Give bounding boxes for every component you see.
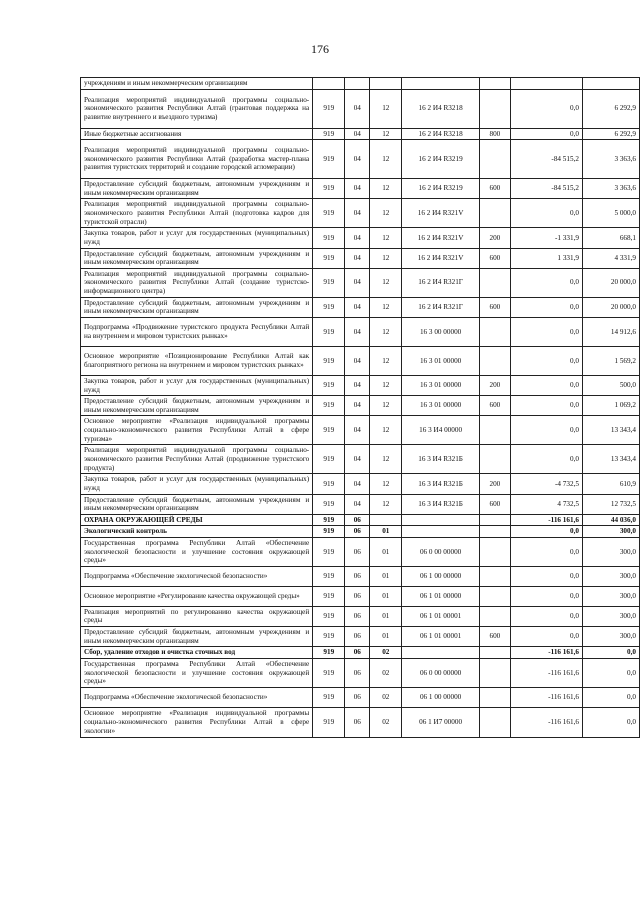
cell-csr: 06 1 01 00001 <box>402 606 479 626</box>
page-number: 176 <box>311 42 329 56</box>
cell-name: Государственная программа Республики Алтай «Обеспечение экологической безопасности и улучшение состояния окружающей среды» <box>81 537 313 566</box>
cell-vr <box>479 78 510 90</box>
cell-gr: 919 <box>313 707 345 737</box>
cell-name: Основное мероприятие «Реализация индивидуальной программы социально-экономического развития Республики Алтай в сфере туризма» <box>81 416 313 445</box>
cell-gr: 919 <box>313 586 345 606</box>
cell-sum-change: 0,0 <box>510 317 582 346</box>
cell-vr <box>479 658 510 687</box>
cell-sum-change: 0,0 <box>510 268 582 297</box>
cell-gr <box>313 78 345 90</box>
cell-csr: 16 3 01 00000 <box>402 375 479 395</box>
cell-name: Реализация мероприятий индивидуальной программы социально-экономического развития Республики Алтай (подготовка кадров для туристской отрасли) <box>81 199 313 228</box>
cell-gr: 919 <box>313 494 345 514</box>
cell-gr: 919 <box>313 317 345 346</box>
cell-sum-total: 1 069,2 <box>582 396 639 416</box>
cell-vr <box>479 707 510 737</box>
cell-csr: 06 1 01 00001 <box>402 627 479 647</box>
cell-name: Сбор, удаление отходов и очистка сточных вод <box>81 647 313 659</box>
cell-rz: 06 <box>345 606 370 626</box>
cell-gr: 919 <box>313 128 345 140</box>
cell-sum-change: -116 161,6 <box>510 658 582 687</box>
cell-gr: 919 <box>313 658 345 687</box>
cell-sum-total: 300,0 <box>582 526 639 538</box>
cell-sum-change: 0,0 <box>510 396 582 416</box>
cell-rz: 06 <box>345 586 370 606</box>
cell-pr: 12 <box>370 268 402 297</box>
cell-csr <box>402 514 479 526</box>
cell-rz: 06 <box>345 566 370 586</box>
table-row <box>81 396 640 416</box>
cell-sum-change: -84 515,2 <box>510 179 582 199</box>
cell-pr <box>370 514 402 526</box>
cell-sum-change: 0,0 <box>510 199 582 228</box>
cell-sum-total: 13 343,4 <box>582 416 639 445</box>
cell-gr: 919 <box>313 179 345 199</box>
cell-sum-total: 6 292,9 <box>582 128 639 140</box>
cell-pr: 12 <box>370 199 402 228</box>
cell-rz: 04 <box>345 445 370 474</box>
cell-csr: 16 3 И4 R321Б <box>402 494 479 514</box>
budget-table <box>80 77 640 738</box>
cell-rz: 04 <box>345 268 370 297</box>
cell-vr: 600 <box>479 627 510 647</box>
cell-gr: 919 <box>313 89 345 128</box>
cell-csr: 16 2 И4 R3218 <box>402 128 479 140</box>
cell-sum-total: 300,0 <box>582 606 639 626</box>
table-row <box>81 566 640 586</box>
cell-sum-total: 14 912,6 <box>582 317 639 346</box>
cell-sum-change: 1 331,9 <box>510 248 582 268</box>
cell-rz: 04 <box>345 494 370 514</box>
cell-vr <box>479 445 510 474</box>
cell-rz: 06 <box>345 707 370 737</box>
cell-pr: 12 <box>370 179 402 199</box>
cell-vr <box>479 268 510 297</box>
cell-name: Основное мероприятие «Позиционирование Республики Алтай как благоприятного региона на внутреннем и мировом туристских рынках» <box>81 346 313 375</box>
cell-pr: 12 <box>370 228 402 248</box>
cell-rz: 06 <box>345 537 370 566</box>
cell-gr: 919 <box>313 566 345 586</box>
cell-name: Реализация мероприятий индивидуальной программы социально-экономического развития Республики Алтай (разработка мастер-плана развития туристских территорий и создание городской агломерации) <box>81 140 313 179</box>
cell-gr: 919 <box>313 199 345 228</box>
cell-name: Реализация мероприятий индивидуальной программы социально-экономического развития Республики Алтай (грантовая поддержка на развитие внутреннего и въездного туризма) <box>81 89 313 128</box>
cell-rz: 04 <box>345 416 370 445</box>
cell-rz: 04 <box>345 228 370 248</box>
cell-pr: 01 <box>370 586 402 606</box>
cell-vr: 800 <box>479 128 510 140</box>
cell-sum-change: -84 515,2 <box>510 140 582 179</box>
cell-sum-change: 0,0 <box>510 627 582 647</box>
cell-sum-change: 0,0 <box>510 606 582 626</box>
cell-pr: 12 <box>370 346 402 375</box>
cell-rz: 04 <box>345 140 370 179</box>
cell-sum-change: 0,0 <box>510 445 582 474</box>
cell-csr: 16 2 И4 R321V <box>402 199 479 228</box>
cell-sum-total: 12 732,5 <box>582 494 639 514</box>
cell-name: Предоставление субсидий бюджетным, автономным учреждениям и иным некоммерческим организациям <box>81 248 313 268</box>
cell-pr: 01 <box>370 526 402 538</box>
cell-sum-change <box>510 78 582 90</box>
cell-pr: 12 <box>370 128 402 140</box>
cell-rz: 06 <box>345 687 370 707</box>
cell-vr: 600 <box>479 494 510 514</box>
cell-sum-change: 0,0 <box>510 537 582 566</box>
cell-vr <box>479 514 510 526</box>
cell-csr: 16 2 И4 R321V <box>402 248 479 268</box>
cell-csr <box>402 526 479 538</box>
cell-sum-change: 0,0 <box>510 297 582 317</box>
cell-sum-change: 0,0 <box>510 586 582 606</box>
table-row <box>81 78 640 90</box>
cell-vr <box>479 199 510 228</box>
cell-pr: 12 <box>370 89 402 128</box>
cell-name: Основное мероприятие «Реализация индивидуальной программы социально-экономического развития Республики Алтай в сфере экологии» <box>81 707 313 737</box>
cell-rz: 04 <box>345 474 370 494</box>
cell-rz: 04 <box>345 179 370 199</box>
cell-gr: 919 <box>313 606 345 626</box>
cell-name: Подпрограмма «Обеспечение экологической безопасности» <box>81 566 313 586</box>
cell-csr: 06 1 01 00000 <box>402 586 479 606</box>
cell-sum-change: 0,0 <box>510 566 582 586</box>
table-row <box>81 514 640 526</box>
cell-sum-total: 4 331,9 <box>582 248 639 268</box>
cell-name: Закупка товаров, работ и услуг для государственных (муниципальных) нужд <box>81 228 313 248</box>
cell-gr: 919 <box>313 627 345 647</box>
cell-gr: 919 <box>313 140 345 179</box>
cell-csr: 16 2 И4 R321Г <box>402 268 479 297</box>
cell-csr: 16 3 И4 R321Б <box>402 445 479 474</box>
cell-rz: 04 <box>345 396 370 416</box>
cell-pr: 12 <box>370 445 402 474</box>
cell-csr: 16 2 И4 R321V <box>402 228 479 248</box>
table-row <box>81 606 640 626</box>
cell-gr: 919 <box>313 514 345 526</box>
cell-sum-total: 0,0 <box>582 658 639 687</box>
cell-rz: 06 <box>345 627 370 647</box>
cell-sum-total: 0,0 <box>582 687 639 707</box>
cell-name: Предоставление субсидий бюджетным, автономным учреждениям и иным некоммерческим организациям <box>81 179 313 199</box>
cell-csr: 16 2 И4 R321Г <box>402 297 479 317</box>
cell-name: Закупка товаров, работ и услуг для государственных (муниципальных) нужд <box>81 474 313 494</box>
cell-pr: 01 <box>370 627 402 647</box>
cell-vr: 600 <box>479 179 510 199</box>
cell-vr <box>479 317 510 346</box>
cell-vr <box>479 566 510 586</box>
cell-sum-change: 0,0 <box>510 89 582 128</box>
table-row <box>81 586 640 606</box>
table-row <box>81 375 640 395</box>
cell-rz: 04 <box>345 128 370 140</box>
cell-csr: 06 0 00 00000 <box>402 537 479 566</box>
cell-sum-change: 0,0 <box>510 526 582 538</box>
table-row <box>81 346 640 375</box>
table-row <box>81 128 640 140</box>
cell-sum-total: 44 036,0 <box>582 514 639 526</box>
cell-vr <box>479 89 510 128</box>
cell-sum-total: 20 000,0 <box>582 268 639 297</box>
cell-sum-change: -116 161,6 <box>510 514 582 526</box>
table-row <box>81 416 640 445</box>
cell-pr: 01 <box>370 537 402 566</box>
cell-rz: 04 <box>345 317 370 346</box>
cell-rz: 04 <box>345 248 370 268</box>
cell-name: Государственная программа Республики Алтай «Обеспечение экологической безопасности и улучшение состояния окружающей среды» <box>81 658 313 687</box>
table-row <box>81 228 640 248</box>
cell-pr: 12 <box>370 416 402 445</box>
cell-name: Основное мероприятие «Регулирование качества окружающей среды» <box>81 586 313 606</box>
cell-pr: 12 <box>370 494 402 514</box>
cell-pr: 01 <box>370 566 402 586</box>
cell-csr: 16 3 01 00000 <box>402 346 479 375</box>
cell-gr: 919 <box>313 248 345 268</box>
cell-vr <box>479 537 510 566</box>
table-row <box>81 537 640 566</box>
cell-csr: 16 3 И4 R321Б <box>402 474 479 494</box>
cell-gr: 919 <box>313 375 345 395</box>
cell-vr: 200 <box>479 474 510 494</box>
cell-rz: 06 <box>345 647 370 659</box>
cell-name: Реализация мероприятий по регулированию качества окружающей среды <box>81 606 313 626</box>
cell-gr: 919 <box>313 396 345 416</box>
cell-gr: 919 <box>313 297 345 317</box>
table-row <box>81 199 640 228</box>
cell-vr <box>479 606 510 626</box>
table-row <box>81 89 640 128</box>
cell-vr: 600 <box>479 248 510 268</box>
cell-rz: 06 <box>345 526 370 538</box>
table-row <box>81 627 640 647</box>
cell-sum-total: 300,0 <box>582 627 639 647</box>
cell-sum-total: 6 292,9 <box>582 89 639 128</box>
cell-rz <box>345 78 370 90</box>
cell-sum-change: -4 732,5 <box>510 474 582 494</box>
cell-name: Закупка товаров, работ и услуг для государственных (муниципальных) нужд <box>81 375 313 395</box>
cell-pr: 02 <box>370 647 402 659</box>
cell-pr: 12 <box>370 297 402 317</box>
cell-csr: 06 1 И7 00000 <box>402 707 479 737</box>
cell-name: Экологический контроль <box>81 526 313 538</box>
cell-sum-total: 13 343,4 <box>582 445 639 474</box>
cell-pr: 02 <box>370 658 402 687</box>
cell-sum-total: 3 363,6 <box>582 179 639 199</box>
cell-vr <box>479 586 510 606</box>
cell-sum-change: 0,0 <box>510 346 582 375</box>
cell-pr: 12 <box>370 396 402 416</box>
cell-vr <box>479 687 510 707</box>
cell-rz: 04 <box>345 89 370 128</box>
cell-csr: 16 3 00 00000 <box>402 317 479 346</box>
cell-pr: 02 <box>370 687 402 707</box>
cell-sum-total: 0,0 <box>582 707 639 737</box>
cell-gr: 919 <box>313 647 345 659</box>
cell-name: Предоставление субсидий бюджетным, автономным учреждениям и иным некоммерческим организациям <box>81 494 313 514</box>
table-row <box>81 474 640 494</box>
cell-vr: 200 <box>479 228 510 248</box>
cell-sum-change: -116 161,6 <box>510 707 582 737</box>
cell-vr <box>479 647 510 659</box>
table-row <box>81 317 640 346</box>
cell-csr: 16 2 И4 R3219 <box>402 140 479 179</box>
cell-gr: 919 <box>313 445 345 474</box>
cell-vr: 600 <box>479 297 510 317</box>
cell-vr <box>479 346 510 375</box>
cell-name: Реализация мероприятий индивидуальной программы социально-экономического развития Республики Алтай (создание туристско-информационного центра) <box>81 268 313 297</box>
cell-name: Реализация мероприятий индивидуальной программы социально-экономического развития Республики Алтай (продвижение туристского продукта) <box>81 445 313 474</box>
table-row <box>81 268 640 297</box>
cell-rz: 06 <box>345 658 370 687</box>
cell-gr: 919 <box>313 687 345 707</box>
cell-gr: 919 <box>313 526 345 538</box>
cell-pr: 12 <box>370 317 402 346</box>
cell-name: Подпрограмма «Обеспечение экологической безопасности» <box>81 687 313 707</box>
cell-pr: 02 <box>370 707 402 737</box>
table-row <box>81 445 640 474</box>
cell-sum-total: 610,9 <box>582 474 639 494</box>
cell-sum-change: 0,0 <box>510 128 582 140</box>
cell-vr: 600 <box>479 396 510 416</box>
cell-csr: 16 3 01 00000 <box>402 396 479 416</box>
cell-rz: 04 <box>345 199 370 228</box>
cell-rz: 04 <box>345 346 370 375</box>
cell-sum-change: 0,0 <box>510 416 582 445</box>
cell-sum-total: 300,0 <box>582 586 639 606</box>
cell-name: ОХРАНА ОКРУЖАЮЩЕЙ СРЕДЫ <box>81 514 313 526</box>
cell-sum-total: 5 000,0 <box>582 199 639 228</box>
cell-gr: 919 <box>313 346 345 375</box>
cell-sum-total: 1 569,2 <box>582 346 639 375</box>
cell-sum-total: 3 363,6 <box>582 140 639 179</box>
table-row <box>81 140 640 179</box>
cell-name: Предоставление субсидий бюджетным, автономным учреждениям и иным некоммерческим организациям <box>81 396 313 416</box>
cell-gr: 919 <box>313 537 345 566</box>
cell-sum-total: 300,0 <box>582 566 639 586</box>
table-row <box>81 526 640 538</box>
table-row <box>81 179 640 199</box>
cell-gr: 919 <box>313 268 345 297</box>
cell-csr: 16 2 И4 R3218 <box>402 89 479 128</box>
cell-pr: 12 <box>370 248 402 268</box>
cell-sum-total: 0,0 <box>582 647 639 659</box>
cell-rz: 04 <box>345 375 370 395</box>
table-row <box>81 248 640 268</box>
cell-vr <box>479 140 510 179</box>
cell-sum-change: 4 732,5 <box>510 494 582 514</box>
cell-sum-total: 668,1 <box>582 228 639 248</box>
cell-csr: 06 1 00 00000 <box>402 687 479 707</box>
cell-vr <box>479 416 510 445</box>
cell-sum-total: 500,0 <box>582 375 639 395</box>
cell-csr: 16 3 И4 00000 <box>402 416 479 445</box>
table-row <box>81 297 640 317</box>
table-row <box>81 707 640 737</box>
cell-gr: 919 <box>313 416 345 445</box>
table-row <box>81 647 640 659</box>
cell-gr: 919 <box>313 474 345 494</box>
cell-gr: 919 <box>313 228 345 248</box>
cell-csr <box>402 647 479 659</box>
cell-name: Предоставление субсидий бюджетным, автономным учреждениям и иным некоммерческим организациям <box>81 297 313 317</box>
cell-sum-change: -116 161,6 <box>510 687 582 707</box>
cell-vr: 200 <box>479 375 510 395</box>
cell-sum-change: -1 331,9 <box>510 228 582 248</box>
table-row <box>81 494 640 514</box>
cell-name: Предоставление субсидий бюджетным, автономным учреждениям и иным некоммерческим организациям <box>81 627 313 647</box>
cell-pr: 12 <box>370 375 402 395</box>
cell-name: учреждениям и иным некоммерческим организациям <box>81 78 313 90</box>
cell-name: Подпрограмма «Продвижение туристского продукта Республики Алтай на внутреннем и мировом туристских рынках» <box>81 317 313 346</box>
cell-csr: 16 2 И4 R3219 <box>402 179 479 199</box>
cell-pr: 12 <box>370 140 402 179</box>
table-row <box>81 658 640 687</box>
cell-sum-total: 300,0 <box>582 537 639 566</box>
cell-sum-total: 20 000,0 <box>582 297 639 317</box>
cell-name: Иные бюджетные ассигнования <box>81 128 313 140</box>
table-row <box>81 687 640 707</box>
cell-vr <box>479 526 510 538</box>
cell-sum-total <box>582 78 639 90</box>
cell-sum-change: -116 161,6 <box>510 647 582 659</box>
cell-sum-change: 0,0 <box>510 375 582 395</box>
cell-pr: 12 <box>370 474 402 494</box>
cell-csr: 06 0 00 00000 <box>402 658 479 687</box>
cell-pr: 01 <box>370 606 402 626</box>
cell-csr <box>402 78 479 90</box>
cell-pr <box>370 78 402 90</box>
cell-csr: 06 1 00 00000 <box>402 566 479 586</box>
cell-rz: 06 <box>345 514 370 526</box>
cell-rz: 04 <box>345 297 370 317</box>
